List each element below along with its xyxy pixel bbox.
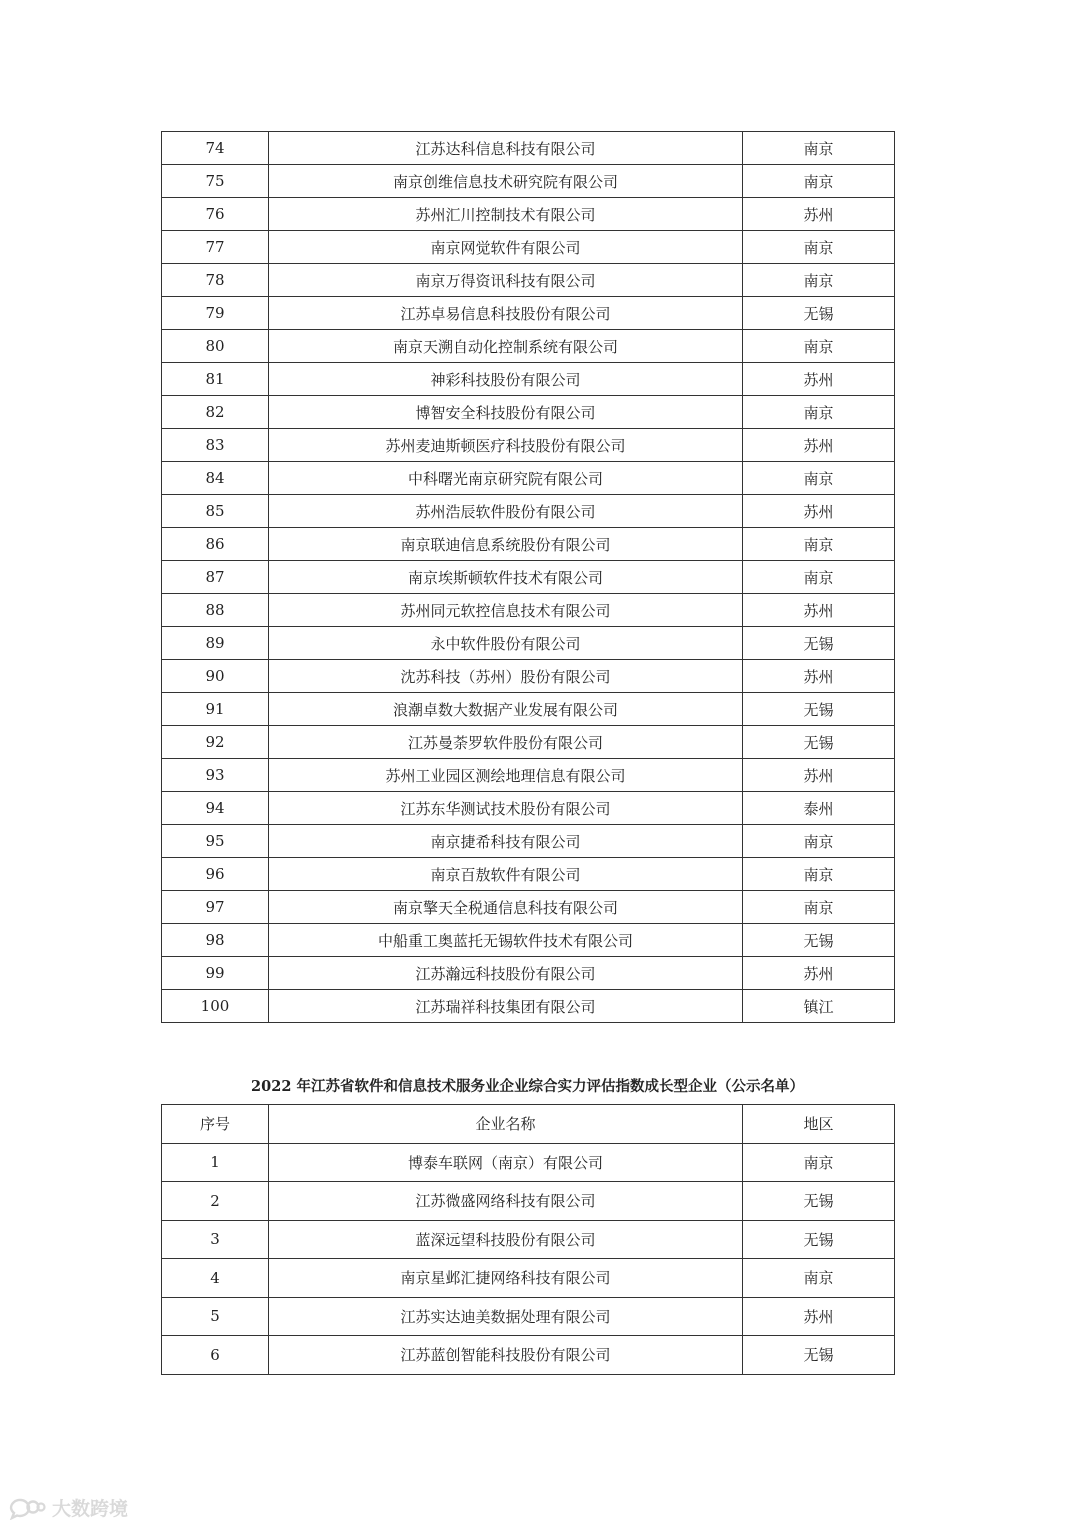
company-name-cell: 南京擎天全税通信息科技有限公司: [269, 891, 743, 924]
serial-no-cell: 85: [162, 495, 269, 528]
company-name-cell: 浪潮卓数大数据产业发展有限公司: [269, 693, 743, 726]
region-cell: 镇江: [743, 990, 895, 1023]
table-row: [162, 561, 895, 594]
region-cell: 南京: [743, 561, 895, 594]
serial-no-cell: 96: [162, 858, 269, 891]
table-row: [162, 891, 895, 924]
region-cell: 南京: [743, 825, 895, 858]
company-name-cell: 江苏实达迪美数据处理有限公司: [269, 1297, 743, 1336]
table-row: [162, 957, 895, 990]
serial-no-cell: 82: [162, 396, 269, 429]
table-row: [162, 231, 895, 264]
serial-no-cell: 80: [162, 330, 269, 363]
company-name-cell: 苏州麦迪斯顿医疗科技股份有限公司: [269, 429, 743, 462]
serial-no-cell: 86: [162, 528, 269, 561]
region-cell: 无锡: [743, 726, 895, 759]
region-cell: 苏州: [743, 198, 895, 231]
table-row: [162, 825, 895, 858]
region-cell: 苏州: [743, 660, 895, 693]
serial-no-cell: 76: [162, 198, 269, 231]
serial-no-cell: 77: [162, 231, 269, 264]
table-row: [162, 363, 895, 396]
company-name-cell: 南京创维信息技术研究院有限公司: [269, 165, 743, 198]
serial-no-cell: 74: [162, 132, 269, 165]
company-name-cell: 苏州同元软控信息技术有限公司: [269, 594, 743, 627]
serial-no-cell: 90: [162, 660, 269, 693]
table-row: [162, 198, 895, 231]
table-row: [162, 759, 895, 792]
serial-no-cell: 88: [162, 594, 269, 627]
region-cell: 南京: [743, 1259, 895, 1298]
company-name-cell: 南京捷希科技有限公司: [269, 825, 743, 858]
table-row: [162, 1143, 895, 1182]
growth-enterprise-list-title: 2022 年江苏省软件和信息技术服务业企业综合实力评估指数成长型企业（公示名单）: [251, 1078, 804, 1095]
serial-no-cell: 1: [162, 1143, 269, 1182]
region-cell: 南京: [743, 858, 895, 891]
serial-no-cell: 92: [162, 726, 269, 759]
region-cell: 无锡: [743, 693, 895, 726]
company-name-cell: 江苏瑞祥科技集团有限公司: [269, 990, 743, 1023]
table-row: [162, 990, 895, 1023]
region-cell: 南京: [743, 330, 895, 363]
company-name-cell: 中船重工奥蓝托无锡软件技术有限公司: [269, 924, 743, 957]
header-region: 地区: [743, 1105, 895, 1144]
region-cell: 南京: [743, 231, 895, 264]
serial-no-cell: 3: [162, 1220, 269, 1259]
serial-no-cell: 91: [162, 693, 269, 726]
table-row: [162, 858, 895, 891]
header-serial-no: 序号: [162, 1105, 269, 1144]
region-cell: 南京: [743, 396, 895, 429]
serial-no-cell: 81: [162, 363, 269, 396]
company-name-cell: 江苏曼荼罗软件股份有限公司: [269, 726, 743, 759]
region-cell: 南京: [743, 528, 895, 561]
company-name-cell: 南京星邺汇捷网络科技有限公司: [269, 1259, 743, 1298]
region-cell: 无锡: [743, 1220, 895, 1259]
region-cell: 无锡: [743, 1336, 895, 1375]
table-row: [162, 528, 895, 561]
serial-no-cell: 99: [162, 957, 269, 990]
table-row: [162, 165, 895, 198]
table-row: [162, 1336, 895, 1375]
table-row: [162, 594, 895, 627]
table-row: [162, 726, 895, 759]
serial-no-cell: 2: [162, 1182, 269, 1221]
company-name-cell: 永中软件股份有限公司: [269, 627, 743, 660]
region-cell: 无锡: [743, 924, 895, 957]
table-row: [162, 1182, 895, 1221]
region-cell: 苏州: [743, 363, 895, 396]
company-name-cell: 蓝深远望科技股份有限公司: [269, 1220, 743, 1259]
table-row: [162, 792, 895, 825]
region-cell: 南京: [743, 264, 895, 297]
company-name-cell: 江苏微盛网络科技有限公司: [269, 1182, 743, 1221]
watermark-text: 大数跨境: [52, 1498, 129, 1520]
table-row: [162, 264, 895, 297]
region-cell: 无锡: [743, 297, 895, 330]
region-cell: 南京: [743, 462, 895, 495]
company-name-cell: 江苏东华测试技术股份有限公司: [269, 792, 743, 825]
company-name-cell: 江苏蓝创智能科技股份有限公司: [269, 1336, 743, 1375]
region-cell: 苏州: [743, 759, 895, 792]
table-row: [162, 660, 895, 693]
company-name-cell: 南京埃斯顿软件技术有限公司: [269, 561, 743, 594]
region-cell: 南京: [743, 165, 895, 198]
table-row: [162, 495, 895, 528]
table-row: [162, 297, 895, 330]
serial-no-cell: 98: [162, 924, 269, 957]
serial-no-cell: 6: [162, 1336, 269, 1375]
company-name-cell: 中科曙光南京研究院有限公司: [269, 462, 743, 495]
region-cell: 无锡: [743, 627, 895, 660]
serial-no-cell: 79: [162, 297, 269, 330]
company-name-cell: 博泰车联网（南京）有限公司: [269, 1143, 743, 1182]
header-company-name: 企业名称: [269, 1105, 743, 1144]
region-cell: 无锡: [743, 1182, 895, 1221]
table-header-row: [162, 1105, 895, 1144]
serial-no-cell: 5: [162, 1297, 269, 1336]
serial-no-cell: 75: [162, 165, 269, 198]
table-row: [162, 330, 895, 363]
region-cell: 南京: [743, 132, 895, 165]
table-row: [162, 429, 895, 462]
serial-no-cell: 94: [162, 792, 269, 825]
serial-no-cell: 93: [162, 759, 269, 792]
watermark: [8, 1494, 128, 1521]
table-row: [162, 1259, 895, 1298]
table-row: [162, 1297, 895, 1336]
company-name-cell: 江苏卓易信息科技股份有限公司: [269, 297, 743, 330]
table-row: [162, 462, 895, 495]
serial-no-cell: 95: [162, 825, 269, 858]
company-list-table-continued: [161, 131, 895, 1023]
table-row: [162, 132, 895, 165]
company-name-cell: 南京天溯自动化控制系统有限公司: [269, 330, 743, 363]
table-row: [162, 693, 895, 726]
region-cell: 苏州: [743, 957, 895, 990]
serial-no-cell: 4: [162, 1259, 269, 1298]
company-name-cell: 苏州汇川控制技术有限公司: [269, 198, 743, 231]
company-name-cell: 江苏瀚远科技股份有限公司: [269, 957, 743, 990]
region-cell: 苏州: [743, 1297, 895, 1336]
region-cell: 苏州: [743, 495, 895, 528]
company-name-cell: 南京万得资讯科技有限公司: [269, 264, 743, 297]
serial-no-cell: 84: [162, 462, 269, 495]
serial-no-cell: 83: [162, 429, 269, 462]
growth-enterprise-table: [161, 1104, 895, 1375]
table-row: [162, 396, 895, 429]
table-row: [162, 1220, 895, 1259]
serial-no-cell: 78: [162, 264, 269, 297]
region-cell: 苏州: [743, 594, 895, 627]
company-name-cell: 博智安全科技股份有限公司: [269, 396, 743, 429]
serial-no-cell: 89: [162, 627, 269, 660]
serial-no-cell: 97: [162, 891, 269, 924]
serial-no-cell: 87: [162, 561, 269, 594]
company-name-cell: 苏州工业园区测绘地理信息有限公司: [269, 759, 743, 792]
region-cell: 泰州: [743, 792, 895, 825]
table-row: [162, 627, 895, 660]
company-name-cell: 南京百敖软件有限公司: [269, 858, 743, 891]
region-cell: 南京: [743, 1143, 895, 1182]
company-name-cell: 江苏达科信息科技有限公司: [269, 132, 743, 165]
company-name-cell: 南京联迪信息系统股份有限公司: [269, 528, 743, 561]
table-row: [162, 924, 895, 957]
speech-bubble-logo-icon: [8, 1496, 46, 1520]
region-cell: 苏州: [743, 429, 895, 462]
serial-no-cell: 100: [162, 990, 269, 1023]
company-name-cell: 沈苏科技（苏州）股份有限公司: [269, 660, 743, 693]
company-name-cell: 神彩科技股份有限公司: [269, 363, 743, 396]
company-name-cell: 南京网觉软件有限公司: [269, 231, 743, 264]
company-name-cell: 苏州浩辰软件股份有限公司: [269, 495, 743, 528]
region-cell: 南京: [743, 891, 895, 924]
